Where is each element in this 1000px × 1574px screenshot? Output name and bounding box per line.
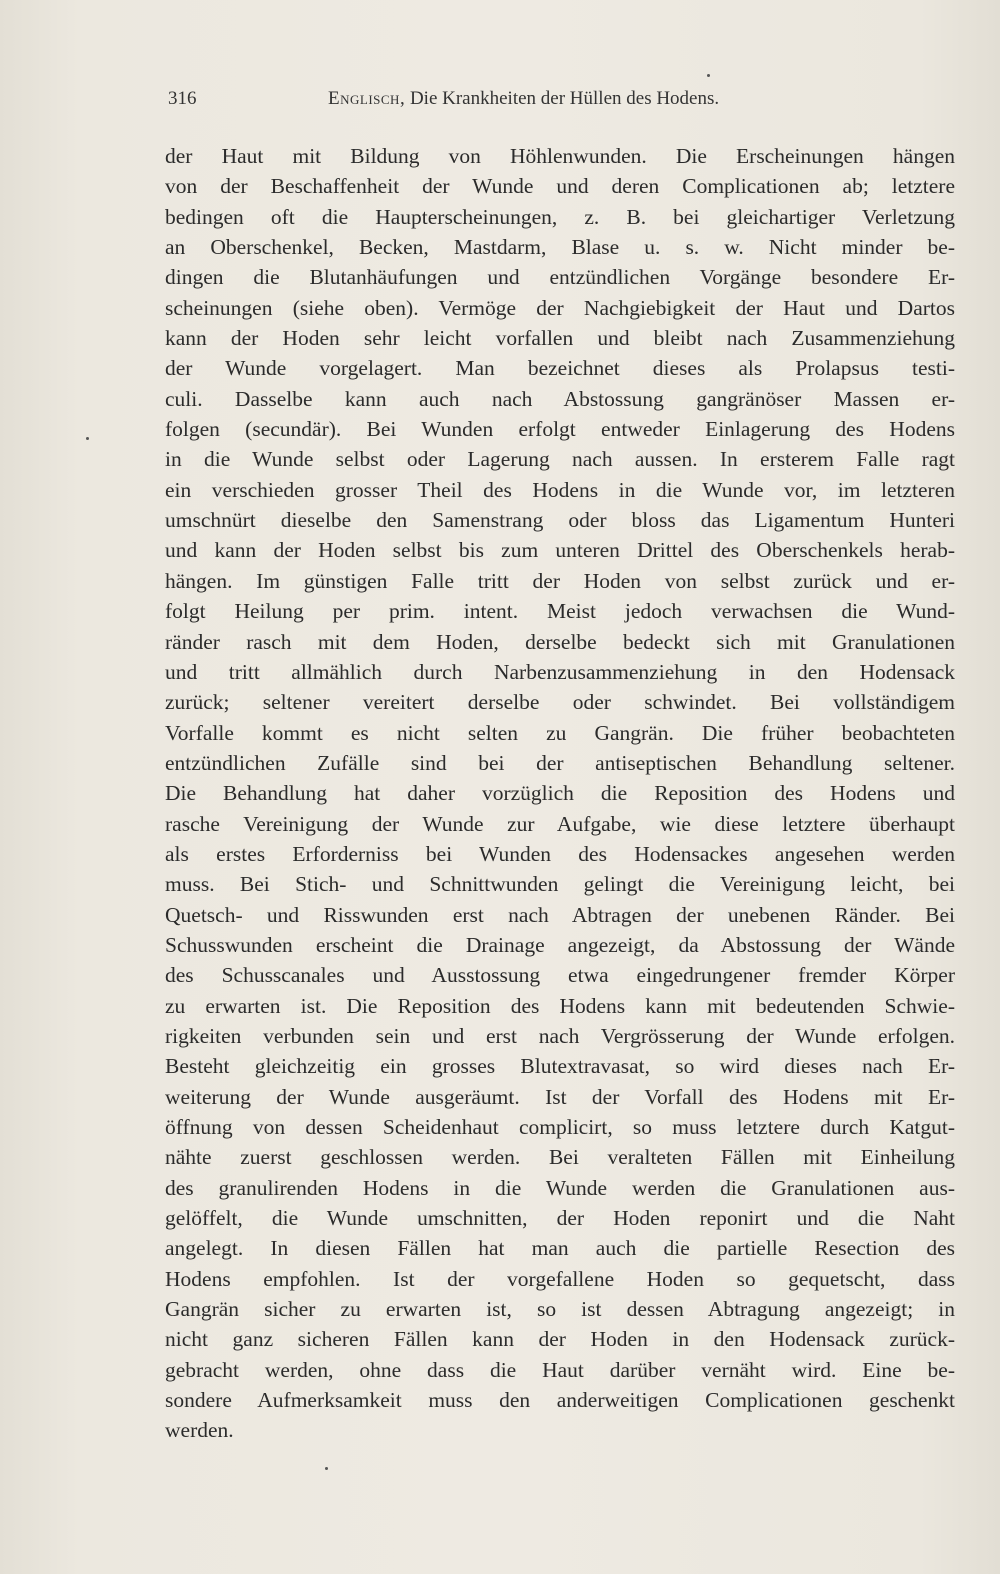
- text-line: des Schusscanales und Ausstossung etwa eingedrungener fremder Körper: [165, 963, 955, 988]
- text-line: scheinungen (siehe oben). Vermöge der Nachgiebigkeit der Haut und Dartos: [165, 295, 955, 320]
- text-line: angelegt. In diesen Fällen hat man auch die partielle Resection des: [165, 1236, 955, 1261]
- text-line: als erstes Erforderniss bei Wunden des Hodensackes angesehen werden: [165, 841, 955, 866]
- text-line: ein verschieden grosser Theil des Hodens in die Wunde vor, im letzteren: [165, 477, 955, 502]
- text-line: zurück; seltener vereitert derselbe oder schwindet. Bei vollständigem: [165, 690, 955, 715]
- text-line: der Wunde vorgelagert. Man bezeichnet dieses als Prolapsus testi-: [165, 356, 955, 381]
- text-line: rigkeiten verbunden sein und erst nach Vergrösserung der Wunde erfolgen.: [165, 1023, 955, 1048]
- text-line: rasche Vereinigung der Wunde zur Aufgabe, wie diese letztere überhaupt: [165, 811, 955, 836]
- text-line: öffnung von dessen Scheidenhaut complicirt, so muss letztere durch Katgut-: [165, 1115, 955, 1139]
- text-line: und kann der Hoden selbst bis zum unteren Drittel des Oberschenkels herab-: [165, 538, 955, 563]
- paper-speck: [707, 74, 710, 77]
- text-line: ränder rasch mit dem Hoden, derselbe bedeckt sich mit Granulationen: [165, 629, 955, 654]
- page-number: 316: [168, 88, 197, 109]
- text-line: entzündlichen Zufälle sind bei der antiseptischen Behandlung seltener.: [165, 750, 955, 775]
- text-line: der Haut mit Bildung von Höhlenwunden. Die Erscheinungen hängen: [165, 144, 955, 168]
- text-line: umschnürt dieselbe den Samenstrang oder bloss das Ligamentum Hunteri: [165, 508, 955, 533]
- text-line: Schusswunden erscheint die Drainage angezeigt, da Abstossung der Wände: [165, 932, 955, 957]
- running-head-title: Die Krankheiten der Hüllen des Hodens.: [409, 88, 720, 109]
- text-line: muss. Bei Stich- und Schnittwunden gelingt die Vereinigung leicht, bei: [165, 872, 955, 897]
- text-line: nicht ganz sicheren Fällen kann der Hoden in den Hodensack zurück-: [165, 1327, 955, 1352]
- text-line: zu erwarten ist. Die Reposition des Hodens kann mit bedeutenden Schwie-: [165, 993, 955, 1018]
- text-line: Gangrän sicher zu erwarten ist, so ist dessen Abtragung angezeigt; in: [165, 1297, 955, 1322]
- text-line-last: werden.: [165, 1418, 234, 1443]
- text-line: bedingen oft die Haupterscheinungen, z. B. bei gleichartiger Verletzung: [165, 204, 955, 229]
- text-line: gelöffelt, die Wunde umschnitten, der Hoden reponirt und die Naht: [165, 1206, 955, 1231]
- text-line: nähte zuerst geschlossen werden. Bei veralteten Fällen mit Einheilung: [165, 1145, 955, 1170]
- text-line: von der Beschaffenheit der Wunde und deren Complicationen ab; letztere: [165, 174, 955, 199]
- text-line: Quetsch- und Risswunden erst nach Abtragen der unebenen Ränder. Bei: [165, 902, 955, 927]
- body-text: [165, 141, 955, 1446]
- text-line: und tritt allmählich durch Narbenzusammenziehung in den Hodensack: [165, 659, 955, 684]
- text-line: Vorfalle kommt es nicht selten zu Gangrän. Die früher beobachteten: [165, 720, 955, 745]
- text-line: hängen. Im günstigen Falle tritt der Hoden von selbst zurück und er-: [165, 568, 955, 593]
- text-line: kann der Hoden sehr leicht vorfallen und bleibt nach Zusammenziehung: [165, 326, 955, 351]
- text-line: dingen die Blutanhäufungen und entzündlichen Vorgänge besondere Er-: [165, 265, 955, 290]
- text-line: folgen (secundär). Bei Wunden erfolgt entweder Einlagerung des Hodens: [165, 417, 955, 442]
- text-line: des granulirenden Hodens in die Wunde werden die Granulationen aus-: [165, 1175, 955, 1200]
- text-line: Die Behandlung hat daher vorzüglich die Reposition des Hodens und: [165, 781, 955, 806]
- text-line: in die Wunde selbst oder Lagerung nach aussen. In ersterem Falle ragt: [165, 447, 955, 472]
- text-line: Hodens empfohlen. Ist der vorgefallene Hoden so gequetscht, dass: [165, 1266, 955, 1291]
- paper-speck: [325, 1467, 328, 1470]
- page-header: [168, 88, 808, 118]
- text-line: weiterung der Wunde ausgeräumt. Ist der Vorfall des Hodens mit Er-: [165, 1084, 955, 1109]
- text-line: gebracht werden, ohne dass die Haut darüber vernäht wird. Eine be-: [165, 1357, 955, 1382]
- text-line: an Oberschenkel, Becken, Mastdarm, Blase u. s. w. Nicht minder be-: [165, 235, 955, 260]
- text-line: Besteht gleichzeitig ein grosses Blutextravasat, so wird dieses nach Er-: [165, 1054, 955, 1079]
- running-head-author: Englisch,: [328, 88, 406, 109]
- text-line: culi. Dasselbe kann auch nach Abstossung gangränöser Massen er-: [165, 386, 955, 411]
- paper-speck: [86, 437, 89, 440]
- text-line: folgt Heilung per prim. intent. Meist jedoch verwachsen die Wund-: [165, 599, 955, 624]
- text-line: sondere Aufmerksamkeit muss den anderweitigen Complicationen geschenkt: [165, 1388, 955, 1413]
- running-head: [328, 88, 719, 110]
